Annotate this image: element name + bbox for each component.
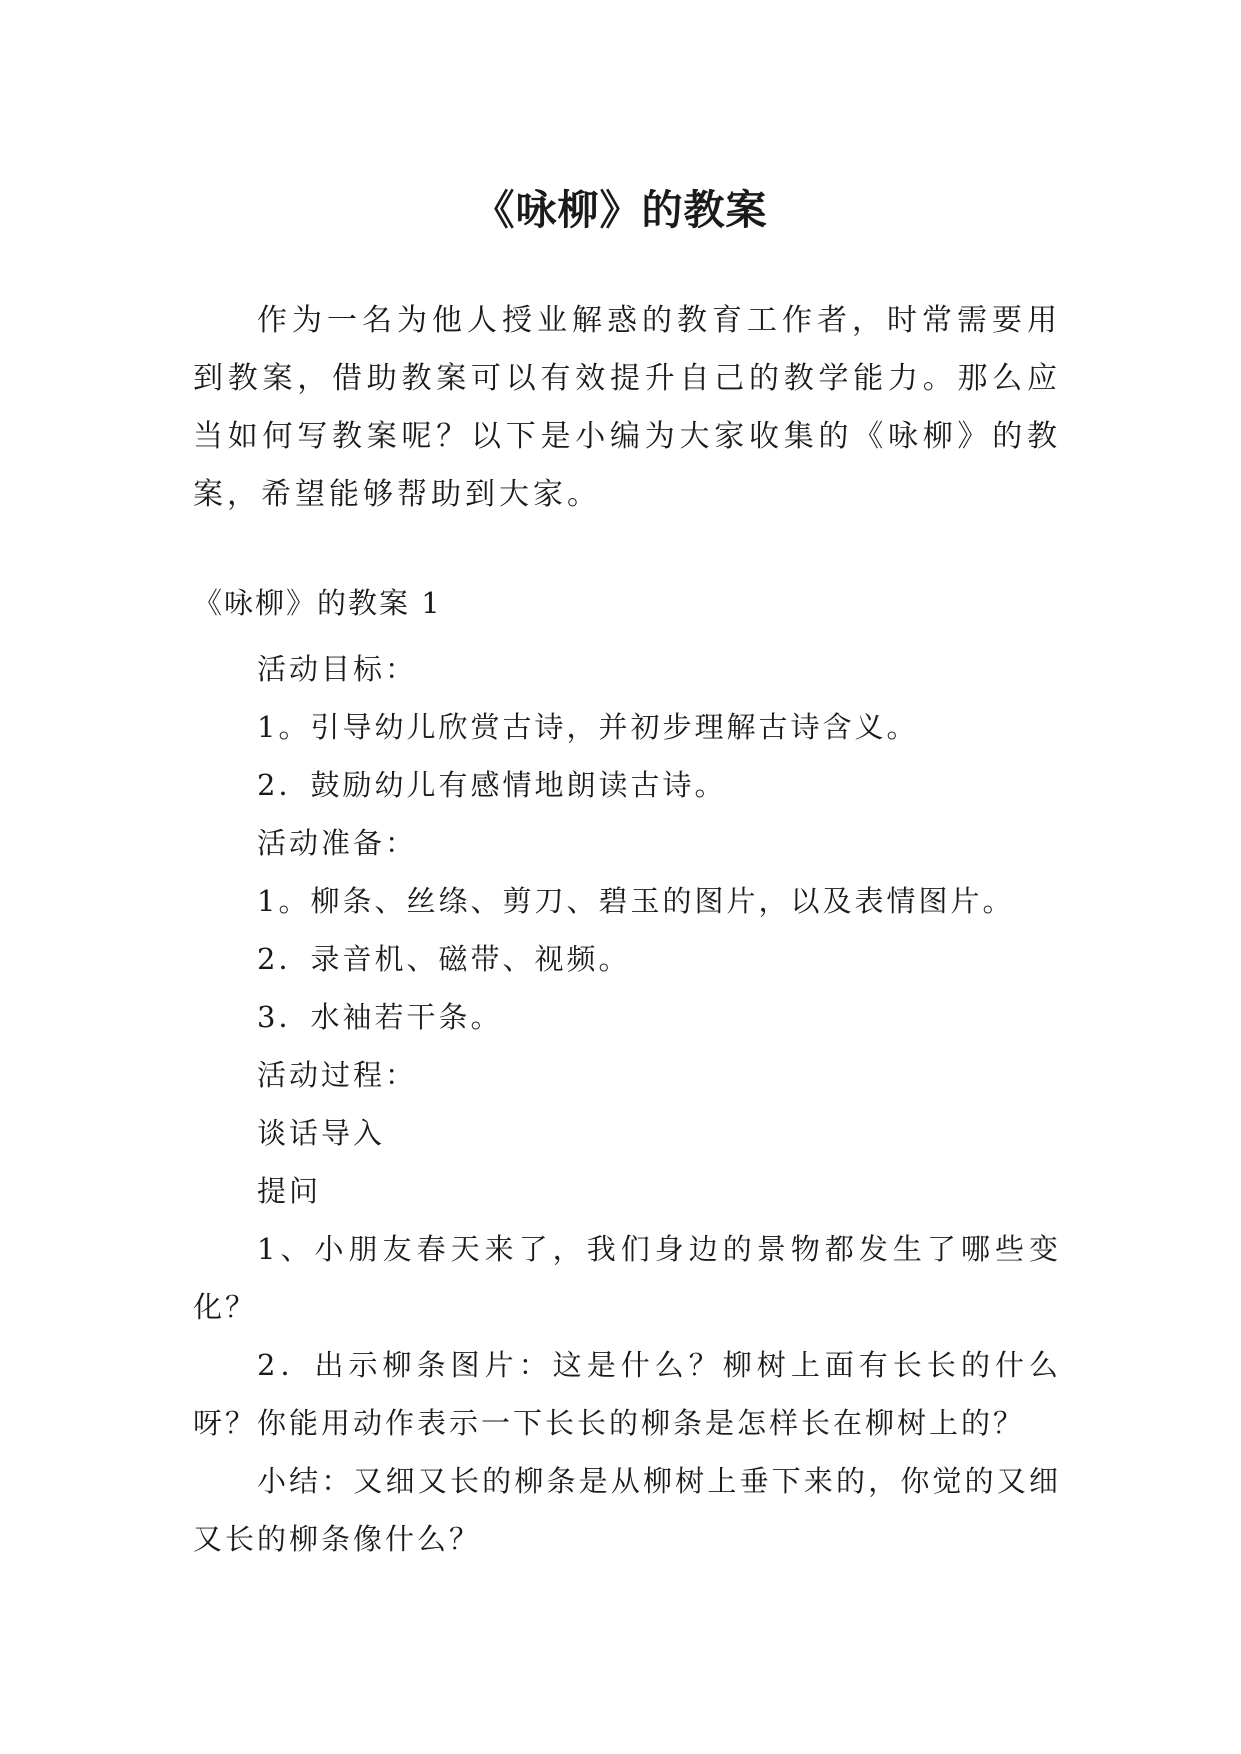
paragraph-question-2: 2．出示柳条图片：这是什么？柳树上面有长长的什么呀？你能用动作表示一下长长的柳条是怎样长在柳树上的？: [193, 1348, 1061, 1440]
page-title: 《咏柳》的教案: [473, 186, 768, 235]
paragraph-prep-3: 3．水袖若干条。: [257, 1000, 503, 1034]
section-heading: 《咏柳》的教案 1: [193, 586, 442, 620]
paragraph-goal-2: 2．鼓励幼儿有感情地朗读古诗。: [257, 768, 727, 802]
paragraph-question-1: 1、小朋友春天来了，我们身边的景物都发生了哪些变化？: [193, 1232, 1061, 1324]
lesson-body: [193, 640, 1061, 1568]
paragraph-prep-1: 1。柳条、丝绦、剪刀、碧玉的图片，以及表情图片。: [257, 884, 1015, 918]
paragraph-activity-goals: 活动目标：: [257, 652, 418, 686]
paragraph-goal-1: 1。引导幼儿欣赏古诗，并初步理解古诗含义。: [257, 710, 919, 744]
paragraph-prep-2: 2．录音机、磁带、视频。: [257, 942, 631, 976]
paragraph-summary: 小结：又细又长的柳条是从柳树上垂下来的，你觉的又细又长的柳条像什么？: [193, 1464, 1061, 1556]
paragraph-talk-intro: 谈话导入: [257, 1116, 386, 1150]
intro-paragraph: 作为一名为他人授业解惑的教育工作者，时常需要用到教案，借助教案可以有效提升自己的教学能力。那么应当如何写教案呢？以下是小编为大家收集的《咏柳》的教案，希望能够帮助到大家。: [193, 303, 1061, 512]
paragraph-activity-process: 活动过程：: [257, 1058, 418, 1092]
paragraph-activity-preparation: 活动准备：: [257, 826, 418, 860]
paragraph-questions: 提问: [257, 1174, 322, 1208]
